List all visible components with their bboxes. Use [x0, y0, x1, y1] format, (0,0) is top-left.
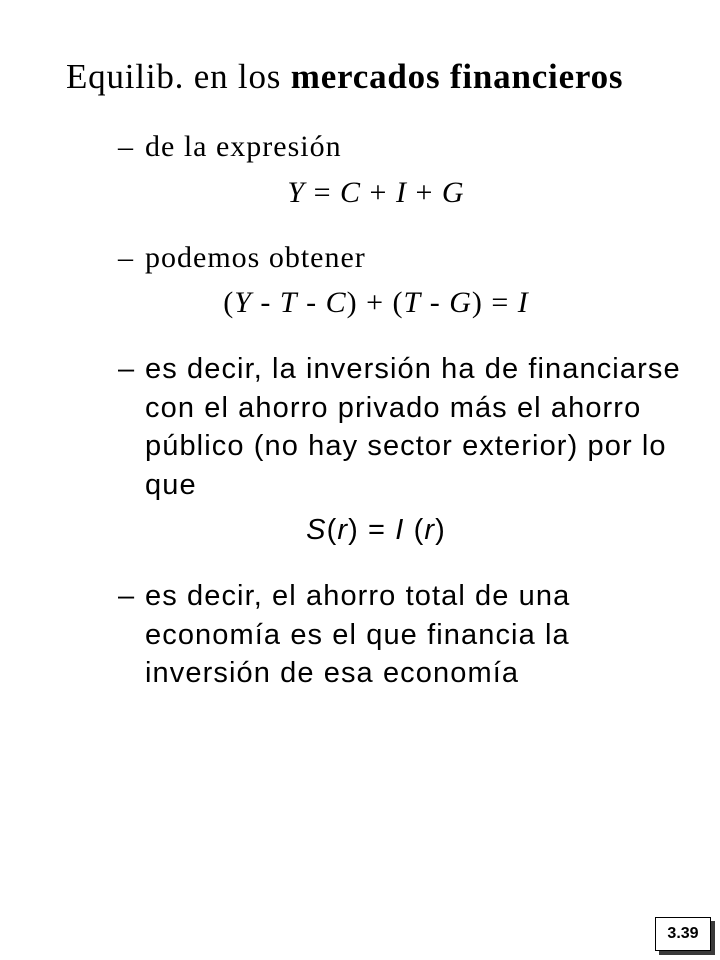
eq-token: -	[297, 286, 326, 319]
bullet-line: con el ahorro privado más el ahorro	[145, 391, 642, 424]
eq-token: (	[223, 286, 235, 319]
bullet-line: es decir, la inversión ha de financiarse	[145, 353, 681, 385]
eq-token: r	[424, 514, 436, 546]
bullet-line: es decir, el ahorro total de una	[145, 580, 571, 612]
bullet-dash: –	[118, 580, 136, 612]
eq-token: T	[279, 286, 298, 319]
eq-token: =	[305, 176, 341, 209]
eq-token: Y	[234, 286, 252, 319]
eq-token: G	[441, 176, 465, 209]
bullet-dash: –	[118, 241, 134, 274]
bullet-line: que	[145, 468, 197, 501]
page-number-badge: 3.39	[655, 917, 711, 951]
bullet-line: inversión de esa economía	[145, 657, 520, 689]
equation-equilibrium	[32, 511, 720, 550]
eq-token: T	[403, 286, 422, 319]
bullet-line: economía es el que financia la	[145, 618, 570, 651]
eq-token: S	[306, 514, 327, 546]
eq-token: ) + (	[346, 286, 404, 319]
eq-token: -	[421, 286, 450, 319]
bullet-dash: –	[118, 353, 136, 385]
eq-token: +	[406, 176, 442, 209]
eq-token: I	[395, 514, 405, 546]
bullet-text	[145, 240, 366, 276]
eq-token: C	[340, 176, 362, 209]
eq-token: I	[517, 286, 529, 319]
eq-token: G	[449, 286, 472, 319]
eq-token: )	[435, 514, 446, 546]
eq-token: -	[251, 286, 280, 319]
slide-title	[66, 56, 623, 98]
title-regular-text: Equilib. en los	[66, 57, 282, 96]
eq-token: ) =	[348, 514, 396, 546]
bullet-text	[145, 577, 570, 693]
bullet-text	[145, 350, 681, 504]
eq-token: I	[395, 176, 407, 209]
eq-token: (	[326, 514, 338, 546]
eq-token: C	[325, 286, 347, 319]
bullet-text	[145, 129, 342, 165]
eq-token: +	[361, 176, 396, 209]
bullet-dash: –	[118, 130, 134, 163]
equation-savings-identity	[32, 285, 720, 321]
bullet-line: podemos obtener	[145, 241, 366, 274]
equation-identity	[32, 175, 720, 211]
eq-token: ) =	[471, 286, 518, 319]
eq-token: Y	[287, 176, 306, 209]
title-bold-text: mercados financieros	[290, 57, 624, 96]
bullet-line: de la expresión	[145, 130, 342, 163]
eq-token: (	[404, 514, 425, 546]
bullet-line: público (no hay sector exterior) por lo	[145, 430, 667, 462]
eq-token: r	[337, 514, 349, 546]
